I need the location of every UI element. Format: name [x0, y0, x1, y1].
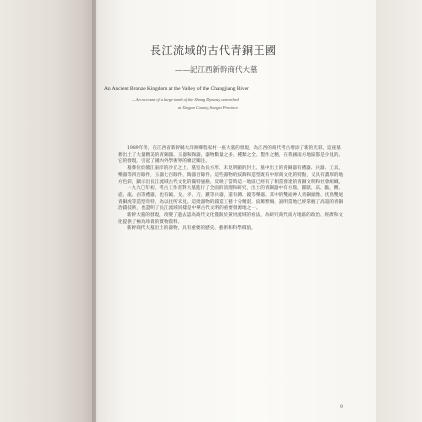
- english-title: An Ancient Bronze Kingdom at the Valley of the Changjiang River: [104, 86, 249, 92]
- page-edge: [376, 0, 422, 422]
- english-place: at Xingan County,Jiangxi Province: [178, 105, 239, 110]
- page-subtitle: ——記江西新幹商代大墓: [175, 65, 258, 74]
- body-text: [118, 146, 344, 233]
- book-gutter: [0, 0, 96, 422]
- english-subtitle: —An account of a large tomb of the Shang Dynasty unearthed: [132, 97, 239, 102]
- paragraph: 新幹商代大墓出土的器物，具有重要的歷史、藝術和科學價值。: [127, 226, 256, 232]
- paragraph: 一九九〇年初，考古工作者對大墓進行了全面的清理和研究，出土的青銅器中有方鼎、圓鼎、鬲、甗、罍、壺、瓿、卣等禮器，也有鉞、戈、矛、刀、鏃等兵器，還有鎛、鐃等樂器。其中的雙面神人青銅頭像、伏鳥雙尾青銅虎等造型奇特，為以往所未見。這批器物的鑄造工藝十分精湛，紋飾繁縟，說明當地已經掌握了高超的青銅冶鑄技術，也證明了長江流域同樣是中華古代文明的重要發源地之一。: [118, 186, 344, 212]
- paragraph: 墓葬位於贛江東岸的沙丘之上，墓室為長方形，未見明顯的封土。墓中出土的青銅器有禮器、兵器、工具、樂器等四百餘件，玉器七百餘件，陶器百餘件。這些器物的紋飾和造型既有中原商文化的特點，又具有濃厚的地方色彩，顯示出長江流域古代文化的獨特風格，反映了當時這一地區已經有了相當發達的青銅文明和社會組織。: [118, 166, 344, 185]
- page-title: 長江流域的古代青銅王國: [150, 44, 277, 57]
- paragraph: 新幹大墓的發現，改變了過去認為商代文化僅限於黃河流域的看法，為研究商代南方地區的政治、經濟和文化提供了極為珍貴的實物資料。: [118, 213, 343, 225]
- paragraph: 1989年冬，在江西省新幹縣大洋洲鄉程家村一座大墓的發現，為江西的商代考古增添了新的光彩。這座墓葬出土了大量精美的青銅器、玉器和陶器，器物數量之多、種類之全、製作之精，在我國南方地區都是少見的。它的發現，引起了國內外學術界的廣泛關注。: [118, 146, 344, 165]
- page-number: 9: [340, 405, 343, 410]
